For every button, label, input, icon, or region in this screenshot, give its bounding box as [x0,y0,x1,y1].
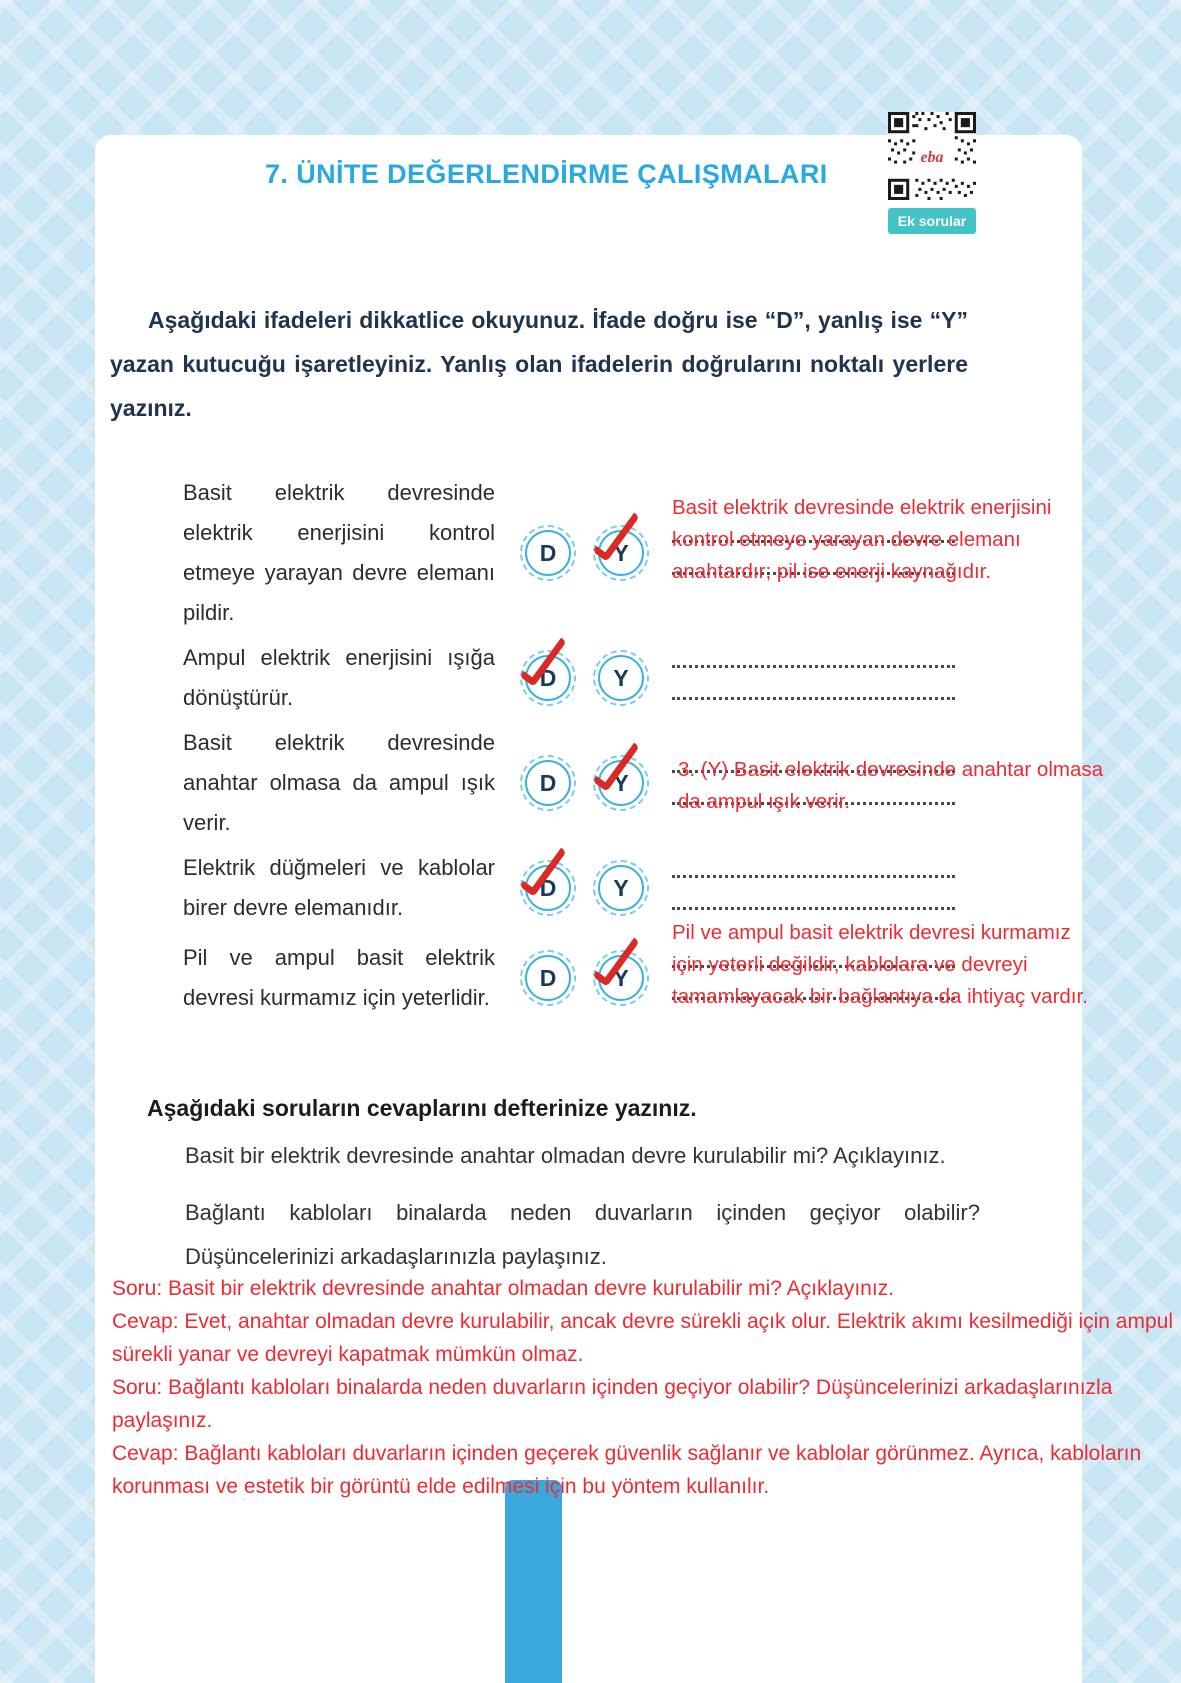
badge-d-label: D [525,530,571,576]
checkmark-icon [592,931,639,987]
answer-lines [672,853,955,923]
answer-lines [672,748,1104,818]
badge-d-label: D [525,955,571,1001]
handwritten-correction: Pil ve ampul basit elektrik devresi kurmamız için yeterli değildir, kablolara ve devreyi tamamlayacak bir bağlantıya da ihtiyaç vardır. [672,921,1088,1008]
statement-text: Basit elektrik devresinde elektrik enerjisini kontrol etmeye yarayan devre elemanı pildir. [183,480,495,625]
badge-y-label: Y [598,955,644,1001]
statement-row [183,473,1181,633]
statements-list [183,473,1181,1023]
checkmark-icon [592,736,639,792]
badge-d-label: D [525,760,571,806]
badge-y[interactable] [598,655,644,701]
page-title: 7. ÜNİTE DEĞERLENDİRME ÇALIŞMALARI [265,159,828,189]
dy-badges [525,530,644,576]
checkmark-icon [592,506,639,562]
page-number-tab [505,1480,562,1683]
written-answer-2: Cevap: Bağlantı kabloları duvarların içinden geçerek güvenlik sağlanır ve kablolar görünmez. Ayrıca, kabloların korunması ve estetik bir görüntü elde edilmesi için bu yöntem kullanılır. [112,1442,1142,1498]
badge-y[interactable] [598,530,644,576]
instructions-text: Aşağıdaki ifadeleri dikkatlice okuyunuz. İfade doğru ise “D”, yanlış ise “Y” yazan kutucuğu işaretleyiniz. Yanlış olan ifadelerin doğrularını noktalı yerlere yazınız. [110,307,968,421]
dy-badges [525,865,644,911]
eba-logo: eba [920,148,944,166]
dotted-line [672,907,955,910]
dotted-line [672,665,955,668]
badge-y-label: Y [598,865,644,911]
badge-y-label: Y [598,760,644,806]
badge-d[interactable] [525,530,571,576]
question-2: Bağlantı kabloları binalarda neden duvarların içinden geçiyor olabilir? Düşüncelerinizi arkadaşlarınızla paylaşınız. [185,1200,980,1269]
dy-badges [525,955,644,1001]
badge-d[interactable] [525,760,571,806]
statement-text: Basit elektrik devresinde anahtar olmasa da ampul ışık verir. [183,730,495,835]
dy-badges [525,760,644,806]
handwritten-correction: 3. (Y) Basit elektrik devresinde anahtar olmasa da ampul ışık verir. [678,758,1104,813]
answer-lines [672,921,1088,1013]
checkmark-icon [519,631,566,687]
badge-y[interactable] [598,760,644,806]
questions-heading: Aşağıdaki soruların cevaplarını defterinize yazınız. [147,1095,697,1121]
badge-y[interactable] [598,865,644,911]
badge-d[interactable] [525,955,571,1001]
badge-y-label: Y [598,655,644,701]
answer-lines [672,496,1052,588]
badge-d[interactable] [525,655,571,701]
answer-lines [672,643,955,713]
written-answer-1: Cevap: Evet, anahtar olmadan devre kurulabilir, ancak devre sürekli açık olur. Elektrik akımı kesilmediği için ampul sürekli yanar ve devreyi kapatmak mümkün olmaz. [112,1310,1173,1366]
statement-text: Ampul elektrik enerjisini ışığa dönüştürür. [183,645,495,710]
dy-badges [525,655,644,701]
badge-d-label: D [525,655,571,701]
ek-sorular-button[interactable]: Ek sorular [888,208,976,234]
qr-code [888,112,976,200]
badge-y[interactable] [598,955,644,1001]
badge-d-label: D [525,865,571,911]
statement-row [183,633,1181,723]
statement-row [183,723,1181,843]
written-question-1: Soru: Basit bir elektrik devresinde anahtar olmadan devre kurulabilir mi? Açıklayınız. [112,1277,895,1300]
checkmark-icon [519,841,566,897]
dotted-line [672,875,955,878]
statement-text: Elektrik düğmeleri ve kablolar birer devre elemanıdır. [183,855,495,920]
statement-row [183,921,1181,1023]
statement-text: Pil ve ampul basit elektrik devresi kurmamız için yeterlidir. [183,945,495,1010]
written-question-2: Soru: Bağlantı kabloları binalarda neden duvarların içinden geçiyor olabilir? Düşüncelerinizi arkadaşlarınızla paylaşınız. [112,1376,1113,1432]
dotted-line [672,697,955,700]
handwritten-answers-block [112,1272,1178,1503]
handwritten-correction: Basit elektrik devresinde elektrik enerjisini kontrol etmeye yarayan devre elemanı anahtardır; pil ise enerji kaynağıdır. [672,496,1052,583]
question-1: Basit bir elektrik devresinde anahtar olmadan devre kurulabilir mi? Açıklayınız. [185,1143,946,1168]
badge-y-label: Y [598,530,644,576]
badge-d[interactable] [525,865,571,911]
